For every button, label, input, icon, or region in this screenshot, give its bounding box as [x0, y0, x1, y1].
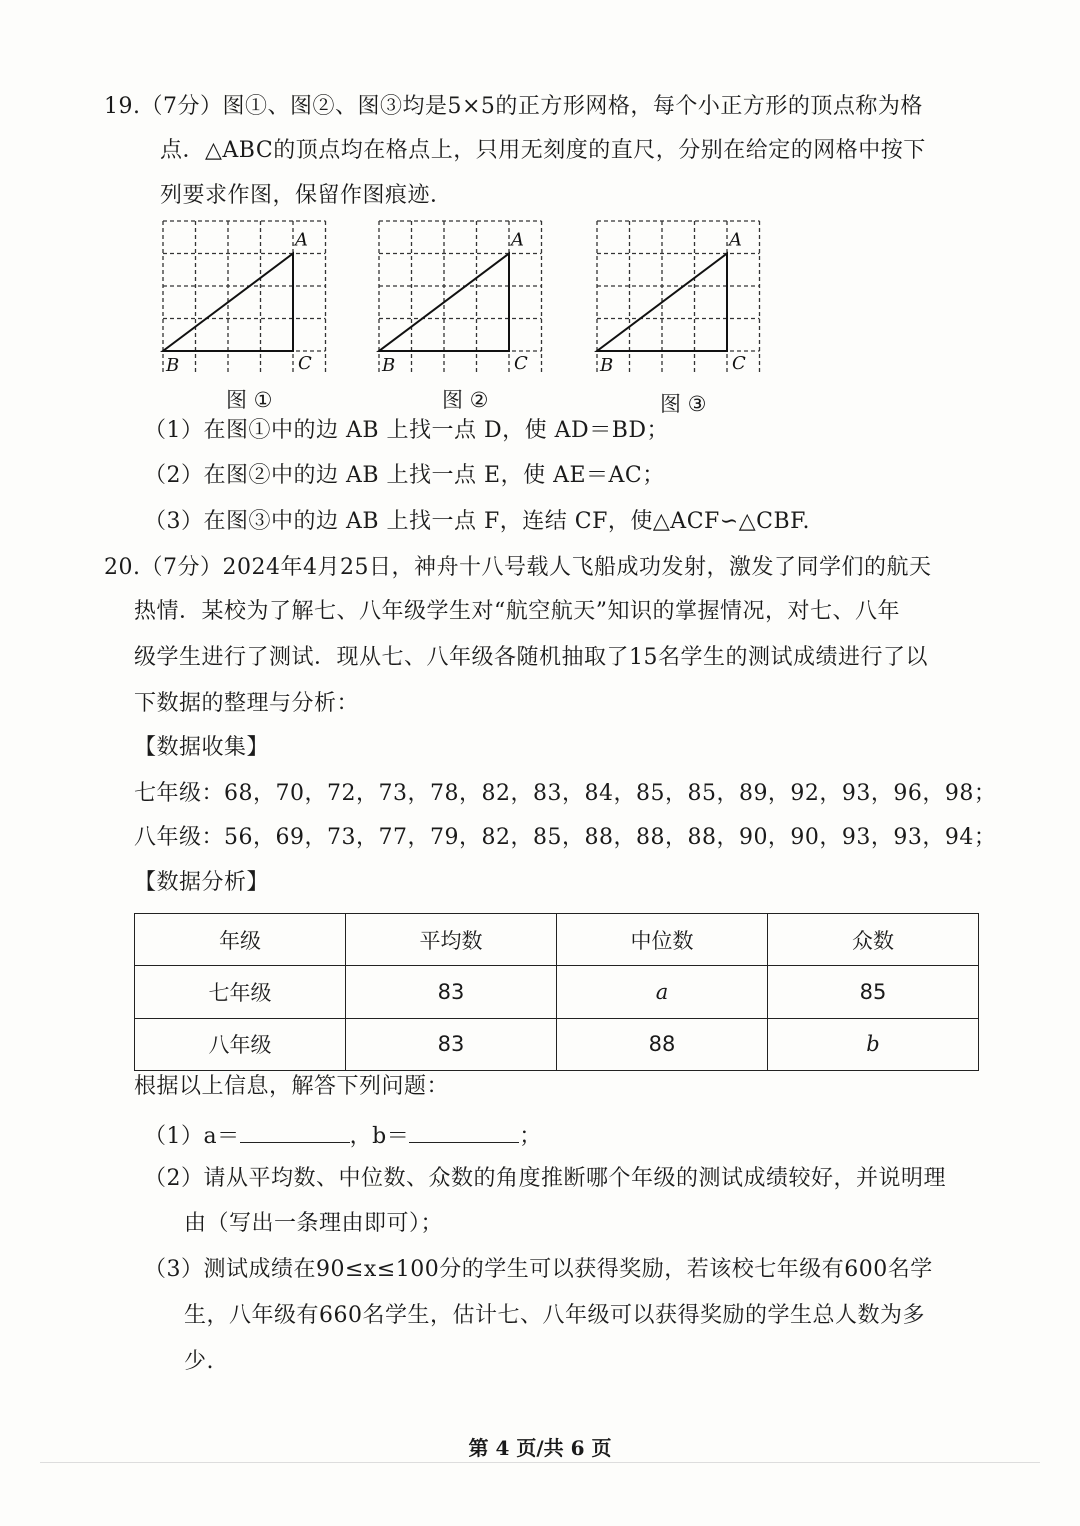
q19-line-2: 点．△ABC的顶点均在格点上，只用无刻度的直尺，分别在给定的网格中按下 [160, 138, 926, 163]
q19-sub-2: （2）在图②中的边 AB 上找一点 E，使 AE＝AC； [144, 463, 665, 488]
vertex-label-a: A [729, 229, 742, 251]
vertex-label-c: C [514, 353, 528, 373]
table-cell: 七年级 [135, 966, 346, 1018]
table-row [135, 966, 979, 1018]
vertex-label-b: B [382, 355, 396, 373]
answer-end: ； [519, 1124, 542, 1149]
answer-a-blank[interactable] [240, 1120, 350, 1143]
q20-sub-3-line-2: 生，八年级有660名学生，估计七、八年级可以获得奖励的学生总人数为多 [184, 1303, 925, 1328]
footer-rule [40, 1462, 1040, 1463]
vertex-label-b: B [600, 355, 614, 373]
data-analysis-heading: 【数据分析】 [134, 870, 270, 895]
grade7-data: 七年级：68，70，72，73，78，82，83，84，85，85，89，92，93，96，98； [134, 781, 997, 806]
vertex-label-a: A [511, 229, 524, 251]
figure-2-caption: 图 ② [442, 388, 489, 412]
grade8-data: 八年级：56，69，73，77，79，82，85，88，88，88，90，90，93，93，94； [134, 825, 997, 850]
grid-figure-1 [160, 218, 330, 373]
table-cell: 85 [768, 966, 979, 1018]
q20-line-4: 下数据的整理与分析： [134, 691, 360, 716]
q19-line-3: 列要求作图，保留作图痕迹． [160, 183, 453, 208]
q20-sub-2-line-1: （2）请从平均数、中位数、众数的角度推断哪个年级的测试成绩较好，并说明理 [144, 1166, 946, 1191]
q20-sub-1 [144, 1120, 542, 1152]
table-cell: 88 [557, 1018, 768, 1070]
table-row [135, 1018, 979, 1070]
table-cell: b [768, 1018, 979, 1070]
vertex-label-c: C [732, 353, 746, 373]
q20-line-2: 热情．某校为了解七、八年级学生对“航空航天”知识的掌握情况，对七、八年 [134, 599, 900, 624]
table-header-cell: 年级 [135, 914, 346, 966]
q19-sub-3: （3）在图③中的边 AB 上找一点 F，连结 CF，使△ACF∽△CBF. [144, 509, 810, 534]
grid-figure-2 [376, 218, 546, 373]
table-cell: 83 [346, 966, 557, 1018]
figure-1-caption: 图 ① [226, 388, 273, 412]
vertex-label-c: C [298, 353, 312, 373]
q20-sub-3-line-3: 少. [184, 1349, 214, 1374]
grid-figure-3 [594, 218, 764, 373]
question-prompt: 根据以上信息，解答下列问题： [134, 1074, 450, 1099]
q20-sub-3-line-1: （3）测试成绩在90≤x≤100分的学生可以获得奖励，若该校七年级有600名学 [144, 1257, 933, 1282]
answer-b-blank[interactable] [409, 1120, 519, 1143]
data-collection-heading: 【数据收集】 [134, 735, 270, 760]
q20-sub-2-line-2: 由（写出一条理由即可）； [184, 1211, 444, 1236]
vertex-label-b: B [166, 355, 180, 373]
statistics-table [134, 913, 979, 1071]
q20-line-3: 级学生进行了测试．现从七、八年级各随机抽取了15名学生的测试成绩进行了以 [134, 645, 928, 670]
q19-sub-1: （1）在图①中的边 AB 上找一点 D，使 AD＝BD； [144, 418, 669, 443]
vertex-label-a: A [295, 229, 308, 251]
answer-a-label: （1）a＝ [144, 1124, 240, 1149]
table-cell: 83 [346, 1018, 557, 1070]
figure-3-caption: 图 ③ [660, 392, 707, 416]
answer-b-label: ，b＝ [349, 1124, 410, 1149]
table-cell: 八年级 [135, 1018, 346, 1070]
table-header-row [135, 914, 979, 966]
table-cell: a [557, 966, 768, 1018]
page-footer: 第 4 页/共 6 页 [468, 1436, 612, 1460]
table-header-cell: 中位数 [557, 914, 768, 966]
q20-line-1: 20.（7分）2024年4月25日，神舟十八号载人飞船成功发射，激发了同学们的航天 [104, 555, 932, 580]
table-header-cell: 众数 [768, 914, 979, 966]
q19-line-1: 19.（7分）图①、图②、图③均是5×5的正方形网格，每个小正方形的顶点称为格 [104, 94, 923, 119]
table-header-cell: 平均数 [346, 914, 557, 966]
